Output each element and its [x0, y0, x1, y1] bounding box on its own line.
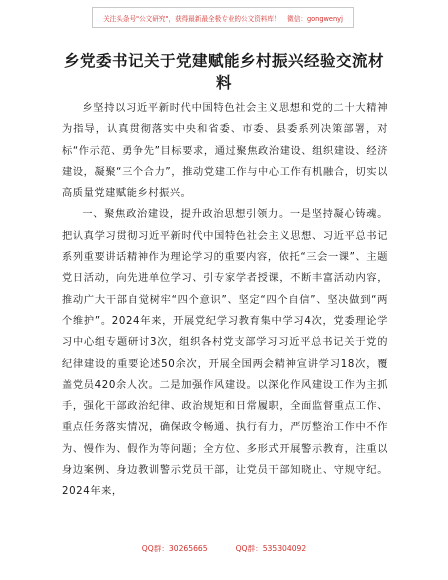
qq-group-label-1: QQ群：30265665: [141, 543, 208, 553]
intro-paragraph: 乡坚持以习近平新时代中国特色社会主义思想和党的二十大精神为指导，认真贯彻落实中央和省委、市委、县委系列决策部署，对标“作示范、勇争先”目标要求，通过聚焦政治建设、组织建设、经济建设，凝聚“三个合力”，推动党建工作与中心工作有机融合，切实以高质量党建赋能乡村振兴。: [62, 103, 388, 200]
document-body: [62, 98, 388, 503]
section-one-paragraph: 一、聚焦政治建设，提升政治思想引领力。一是坚持凝心铸魂。把认真学习贯彻习近平新时代中国特色社会主义思想、习近平总书记系列重要讲话精神作为理论学习的重要内容，依托“三会一课”、主题党日活动，向先进单位学习、引专家学者授课，不断丰富活动内容，推动广大干部自觉树牢“四个意识”、坚定“四个自信”、坚决做到“两个维护”。2024年来，开展党纪学习教育集中学习4次，党委理论学习中心组专题研讨3次，组织各村党支部学习习近平总书记关于党的纪律建设的重要论述50余次，开展全国两会精神宣讲学习18次，覆盖党员420余人次。二是加强作风建设。以深化作风建设工作为主抓手，强化干部政治纪律、政治规矩和日常履职，全面监督重点工作、重点任务落实情况，确保政令畅通、执行有力，严厉整治工作中不作为、慢作为、假作为等问题；全方位、多形式开展警示教育，注重以身边案例、身边教训警示党员干部，让党员干部知晓止、守规守纪。2024年来，: [62, 209, 388, 498]
banner-text: 关注头条号"公文研究"，获得最新最全极专业的公文资料库！ 微信：gongwenyj: [103, 14, 343, 23]
qq-group-label-2: QQ群：535304092: [235, 543, 307, 553]
document-title: 乡党委书记关于党建赋能乡村振兴经验交流材料: [63, 52, 384, 92]
top-banner: [92, 7, 354, 28]
footer-bar: [0, 537, 448, 559]
